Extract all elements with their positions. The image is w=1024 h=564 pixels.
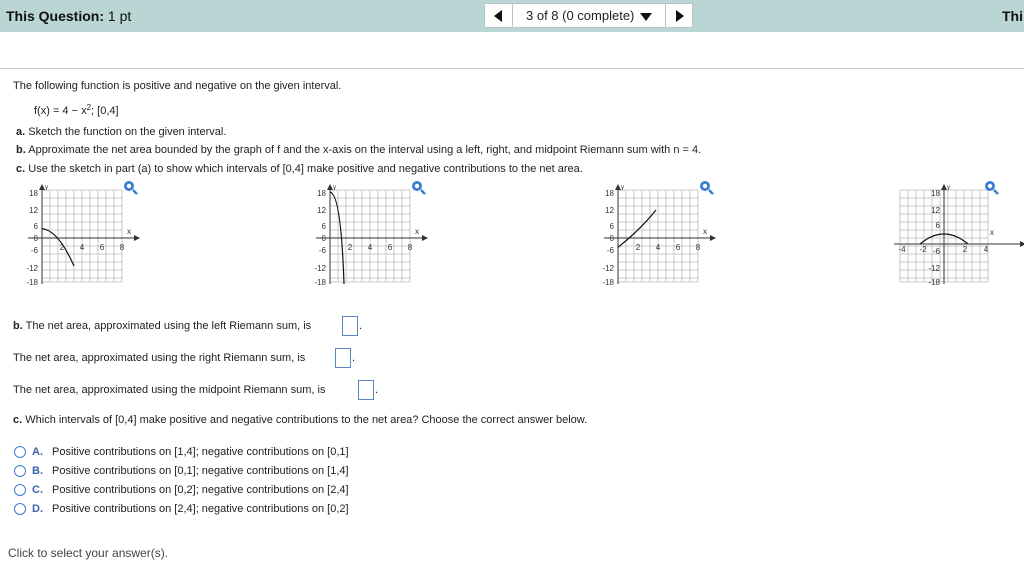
part-c-instruction [16, 163, 583, 175]
caret-down-icon [640, 13, 652, 21]
x-tick-label: 2 [635, 243, 641, 252]
y-tick-label: -18 [26, 278, 38, 287]
function-definition [34, 103, 119, 117]
function-exponent: 2 [86, 103, 92, 112]
x-tick-label: 2 [347, 243, 353, 252]
midpoint-riemann-answer-input[interactable] [358, 380, 374, 400]
y-tick-label: -6 [30, 246, 38, 255]
x-tick-label: 2 [59, 243, 65, 252]
x-tick-label: 2 [962, 245, 968, 254]
part-b-answer-letter: b. [13, 320, 23, 332]
y-tick-label: 12 [931, 206, 940, 215]
part-b-text: Approximate the net area bounded by the graph of f and the x-axis on the interval using a left, right, and midpoint Riemann sum with n = 4. [28, 144, 702, 156]
y-tick-label: -6 [606, 246, 614, 255]
divider [0, 68, 1024, 69]
y-tick-label: -18 [928, 278, 940, 287]
x-tick-label: -4 [898, 245, 906, 254]
left-sum-prompt [13, 320, 311, 332]
right-riemann-answer-input[interactable] [335, 348, 351, 368]
x-tick-label: 8 [119, 243, 125, 252]
choice-c[interactable] [14, 483, 384, 499]
part-c-question [13, 414, 587, 426]
zoom-icon[interactable] [412, 181, 425, 194]
x-tick-label: 4 [367, 243, 373, 252]
x-tick-label: 6 [99, 243, 105, 252]
part-a-text: Sketch the function on the given interval. [28, 126, 227, 138]
y-tick-label: -18 [602, 278, 614, 287]
radio-button[interactable] [14, 446, 26, 458]
question-progress-dropdown[interactable] [513, 4, 647, 27]
y-axis-label: y [621, 185, 624, 191]
choice-text: Positive contributions on [0,1]; negative contributions on [1,4] [52, 465, 349, 477]
y-tick-label: -12 [602, 264, 614, 273]
x-axis-label: x [415, 227, 419, 236]
y-axis-label: y [333, 185, 336, 191]
question-intro: The following function is positive and negative on the given interval. [13, 80, 342, 92]
top-bar [0, 0, 1024, 32]
previous-question-button[interactable] [485, 4, 513, 27]
x-tick-label: 6 [675, 243, 681, 252]
y-tick-label: 18 [317, 189, 326, 198]
zoom-icon[interactable] [124, 181, 137, 194]
y-axis-label: y [947, 185, 950, 191]
y-tick-label: -12 [928, 264, 940, 273]
x-tick-label: 8 [407, 243, 413, 252]
choice-letter: B. [32, 465, 43, 477]
zoom-icon[interactable] [700, 181, 713, 194]
y-tick-label: 12 [317, 206, 326, 215]
choice-a[interactable] [14, 445, 384, 461]
y-tick-label: -12 [314, 264, 326, 273]
period: . [352, 352, 356, 364]
midpoint-sum-text: The net area, approximated using the midpoint Riemann sum, is [13, 384, 326, 396]
y-tick-label: 6 [935, 221, 940, 230]
part-b-letter: b. [16, 144, 26, 156]
y-tick-label: 18 [605, 189, 614, 198]
x-tick-label: 4 [655, 243, 661, 252]
x-tick-label: 4 [79, 243, 85, 252]
x-tick-label: 6 [387, 243, 393, 252]
x-tick-label: -2 [919, 245, 927, 254]
part-c-question-text: Which intervals of [0,4] make positive and negative contributions to the net area? Choose the correct answer below. [25, 414, 588, 426]
part-a-letter: a. [16, 126, 26, 138]
function-interval: ; [0,4] [91, 105, 119, 117]
y-tick-label: -6 [318, 246, 326, 255]
x-tick-label: 4 [983, 245, 989, 254]
choice-letter: D. [32, 503, 43, 515]
question-navigator [484, 3, 693, 28]
choice-b[interactable] [14, 464, 384, 480]
choice-text: Positive contributions on [0,2]; negative contributions on [2,4] [52, 484, 349, 496]
radio-button[interactable] [14, 503, 26, 515]
period: . [375, 384, 379, 396]
graph-option-3[interactable] [580, 184, 718, 290]
x-axis-label: x [990, 228, 994, 237]
part-a-instruction [16, 126, 226, 138]
choice-text: Positive contributions on [2,4]; negative contributions on [0,2] [52, 503, 349, 515]
y-tick-label: 18 [931, 189, 940, 198]
y-tick-label: 6 [33, 222, 38, 231]
x-axis-label: x [703, 227, 707, 236]
part-c-question-letter: c. [13, 414, 23, 426]
radio-button[interactable] [14, 484, 26, 496]
choice-text: Positive contributions on [1,4]; negative contributions on [0,1] [52, 446, 349, 458]
part-c-text: Use the sketch in part (a) to show which intervals of [0,4] make positive and negative contributions to the net area. [28, 163, 583, 175]
y-tick-label: 6 [321, 222, 326, 231]
y-tick-label: 12 [29, 206, 38, 215]
question-points [6, 8, 131, 24]
y-tick-label: 6 [609, 222, 614, 231]
y-tick-label: -6 [932, 247, 940, 256]
x-axis-label: x [127, 227, 131, 236]
next-question-label: Thi [1002, 8, 1023, 24]
y-tick-label: 12 [605, 206, 614, 215]
graph-option-4[interactable] [886, 184, 1024, 290]
y-tick-label: 18 [29, 189, 38, 198]
footer-hint: Click to select your answer(s). [8, 546, 169, 560]
left-riemann-answer-input[interactable] [342, 316, 358, 336]
part-b-instruction [16, 144, 701, 156]
graph-option-1[interactable] [4, 184, 142, 290]
zoom-icon[interactable] [985, 181, 998, 194]
next-question-button[interactable] [665, 4, 693, 27]
y-tick-label: -12 [26, 264, 38, 273]
choice-d[interactable] [14, 502, 384, 518]
part-c-letter: c. [16, 163, 26, 175]
points-value: 1 pt [107, 8, 132, 24]
progress-text: 3 of 8 (0 complete) [526, 8, 635, 23]
question-label: This Question: [6, 8, 104, 24]
choice-letter: C. [32, 484, 43, 496]
y-tick-label: 0 [609, 234, 614, 243]
right-sum-text: The net area, approximated using the right Riemann sum, is [13, 352, 306, 364]
choice-letter: A. [32, 446, 43, 458]
x-tick-label: 8 [695, 243, 701, 252]
y-tick-label: 0 [33, 234, 38, 243]
y-tick-label: 0 [321, 234, 326, 243]
radio-button[interactable] [14, 465, 26, 477]
left-sum-text: The net area, approximated using the left Riemann sum, is [25, 320, 312, 332]
graph-option-2[interactable] [292, 184, 430, 290]
y-axis-label: y [45, 185, 48, 191]
y-tick-label: -18 [314, 278, 326, 287]
period: . [359, 320, 363, 332]
function-lhs: f(x) = 4 − x [34, 105, 87, 117]
